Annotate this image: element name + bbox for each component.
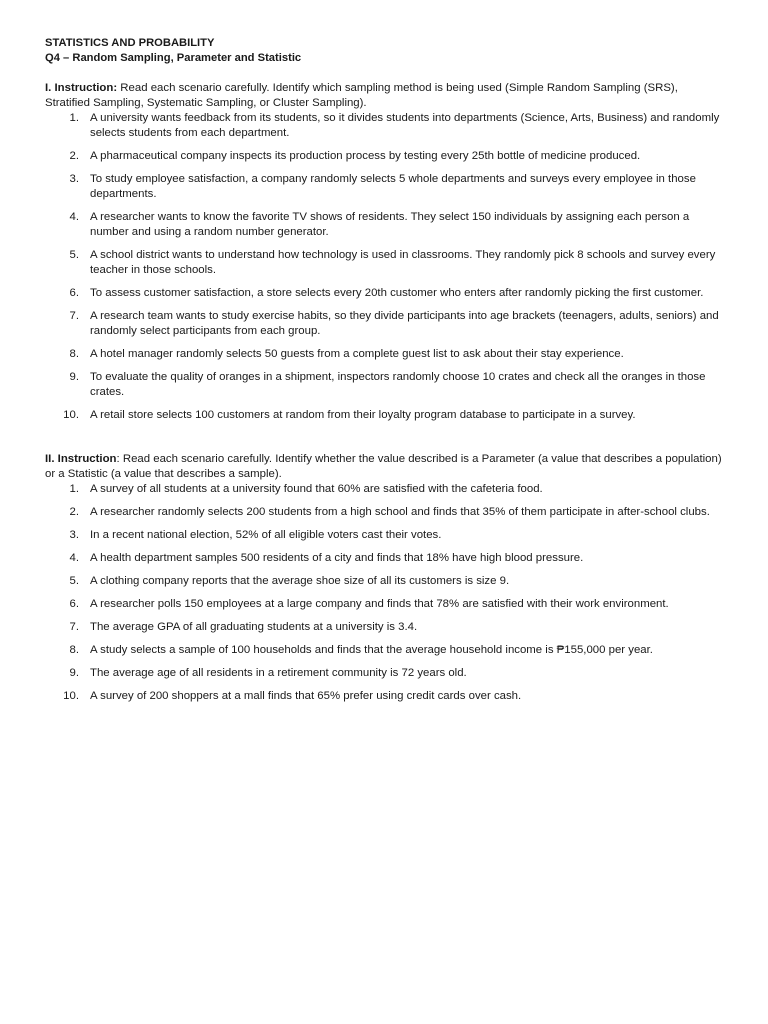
- list-item: [45, 172, 724, 202]
- item-text: The average GPA of all graduating students at a university is 3.4.: [90, 621, 418, 633]
- item-number: 1.: [69, 483, 79, 495]
- list-item: [45, 528, 724, 543]
- item-text: A clothing company reports that the average shoe size of all its customers is size 9.: [90, 575, 510, 587]
- item-number: 7.: [69, 621, 79, 633]
- course-title: STATISTICS AND PROBABILITY: [45, 37, 215, 49]
- item-text: A hotel manager randomly selects 50 guests from a complete guest list to ask about their stay experience.: [90, 348, 624, 360]
- item-number: 9.: [69, 667, 79, 679]
- section1-item-list: [45, 111, 724, 423]
- section1-instruction-text: Read each scenario carefully. Identify which sampling method is being used (Simple Random Sampling (SRS), Stratified Sampling, Systematic Sampling, or Cluster Sampling).: [45, 82, 678, 109]
- section-parameter-statistic: [45, 452, 724, 704]
- list-item: [45, 505, 724, 520]
- list-item: [45, 309, 724, 339]
- item-text: To study employee satisfaction, a company randomly selects 5 whole departments and surveys every employee in those departments.: [90, 173, 696, 200]
- item-number: 10.: [63, 409, 79, 421]
- list-item: [45, 689, 724, 704]
- item-number: 3.: [69, 529, 79, 541]
- item-text: A researcher randomly selects 200 students from a high school and finds that 35% of them participate in after-school clubs.: [90, 506, 710, 518]
- list-item: [45, 370, 724, 400]
- item-text: A school district wants to understand how technology is used in classrooms. They randomly pick 8 schools and survey every teacher in those schools.: [90, 249, 716, 276]
- list-item: [45, 643, 724, 658]
- item-number: 7.: [69, 310, 79, 322]
- section2-instruction: [45, 452, 724, 482]
- item-number: 8.: [69, 644, 79, 656]
- item-text: A pharmaceutical company inspects its production process by testing every 25th bottle of medicine produced.: [90, 150, 641, 162]
- item-text: A survey of 200 shoppers at a mall finds that 65% prefer using credit cards over cash.: [90, 690, 522, 702]
- list-item: [45, 597, 724, 612]
- list-item: [45, 408, 724, 423]
- list-item: [45, 347, 724, 362]
- item-number: 2.: [69, 150, 79, 162]
- item-text: A survey of all students at a university found that 60% are satisfied with the cafeteria food.: [90, 483, 543, 495]
- item-number: 8.: [69, 348, 79, 360]
- item-text: To assess customer satisfaction, a store selects every 20th customer who enters after randomly picking the first customer.: [90, 287, 704, 299]
- list-item: [45, 574, 724, 589]
- section2-instruction-text: : Read each scenario carefully. Identify whether the value described is a Parameter (a value that describes a population) or a Statistic (a value that describes a sample).: [45, 453, 722, 480]
- item-text: A health department samples 500 residents of a city and finds that 18% have high blood pressure.: [90, 552, 584, 564]
- item-text: A retail store selects 100 customers at random from their loyalty program database to participate in a survey.: [90, 409, 636, 421]
- section1-lead: I. Instruction:: [45, 82, 118, 94]
- item-number: 6.: [69, 598, 79, 610]
- item-number: 10.: [63, 690, 79, 702]
- item-text: In a recent national election, 52% of all eligible voters cast their votes.: [90, 529, 442, 541]
- item-text: A research team wants to study exercise habits, so they divide participants into age brackets (teenagers, adults, seniors) and randomly select participants from each group.: [90, 310, 719, 337]
- list-item: [45, 111, 724, 141]
- list-item: [45, 210, 724, 240]
- list-item: [45, 149, 724, 164]
- item-number: 3.: [69, 173, 79, 185]
- item-number: 1.: [69, 112, 79, 124]
- list-item: [45, 248, 724, 278]
- item-text: To evaluate the quality of oranges in a shipment, inspectors randomly choose 10 crates and check all the oranges in those crates.: [90, 371, 706, 398]
- list-item: [45, 286, 724, 301]
- item-number: 4.: [69, 552, 79, 564]
- item-text: A study selects a sample of 100 households and finds that the average household income is ₱155,000 per year.: [90, 644, 653, 656]
- item-number: 5.: [69, 249, 79, 261]
- item-text: A researcher wants to know the favorite TV shows of residents. They select 150 individuals by assigning each person a number and using a random number generator.: [90, 211, 690, 238]
- section1-instruction: [45, 81, 724, 111]
- section2-lead: II. Instruction: [45, 453, 117, 465]
- list-item: [45, 482, 724, 497]
- section2-item-list: [45, 482, 724, 704]
- item-number: 6.: [69, 287, 79, 299]
- list-item: [45, 551, 724, 566]
- topic-title: Q4 – Random Sampling, Parameter and Statistic: [45, 52, 302, 64]
- item-number: 4.: [69, 211, 79, 223]
- item-number: 9.: [69, 371, 79, 383]
- section-sampling-methods: [45, 81, 724, 423]
- item-number: 5.: [69, 575, 79, 587]
- list-item: [45, 620, 724, 635]
- item-text: The average age of all residents in a retirement community is 72 years old.: [90, 667, 467, 679]
- list-item: [45, 666, 724, 681]
- item-number: 2.: [69, 506, 79, 518]
- item-text: A researcher polls 150 employees at a large company and finds that 78% are satisfied with their work environment.: [90, 598, 669, 610]
- item-text: A university wants feedback from its students, so it divides students into departments (Science, Arts, Business) and randomly selects students from each department.: [90, 112, 720, 139]
